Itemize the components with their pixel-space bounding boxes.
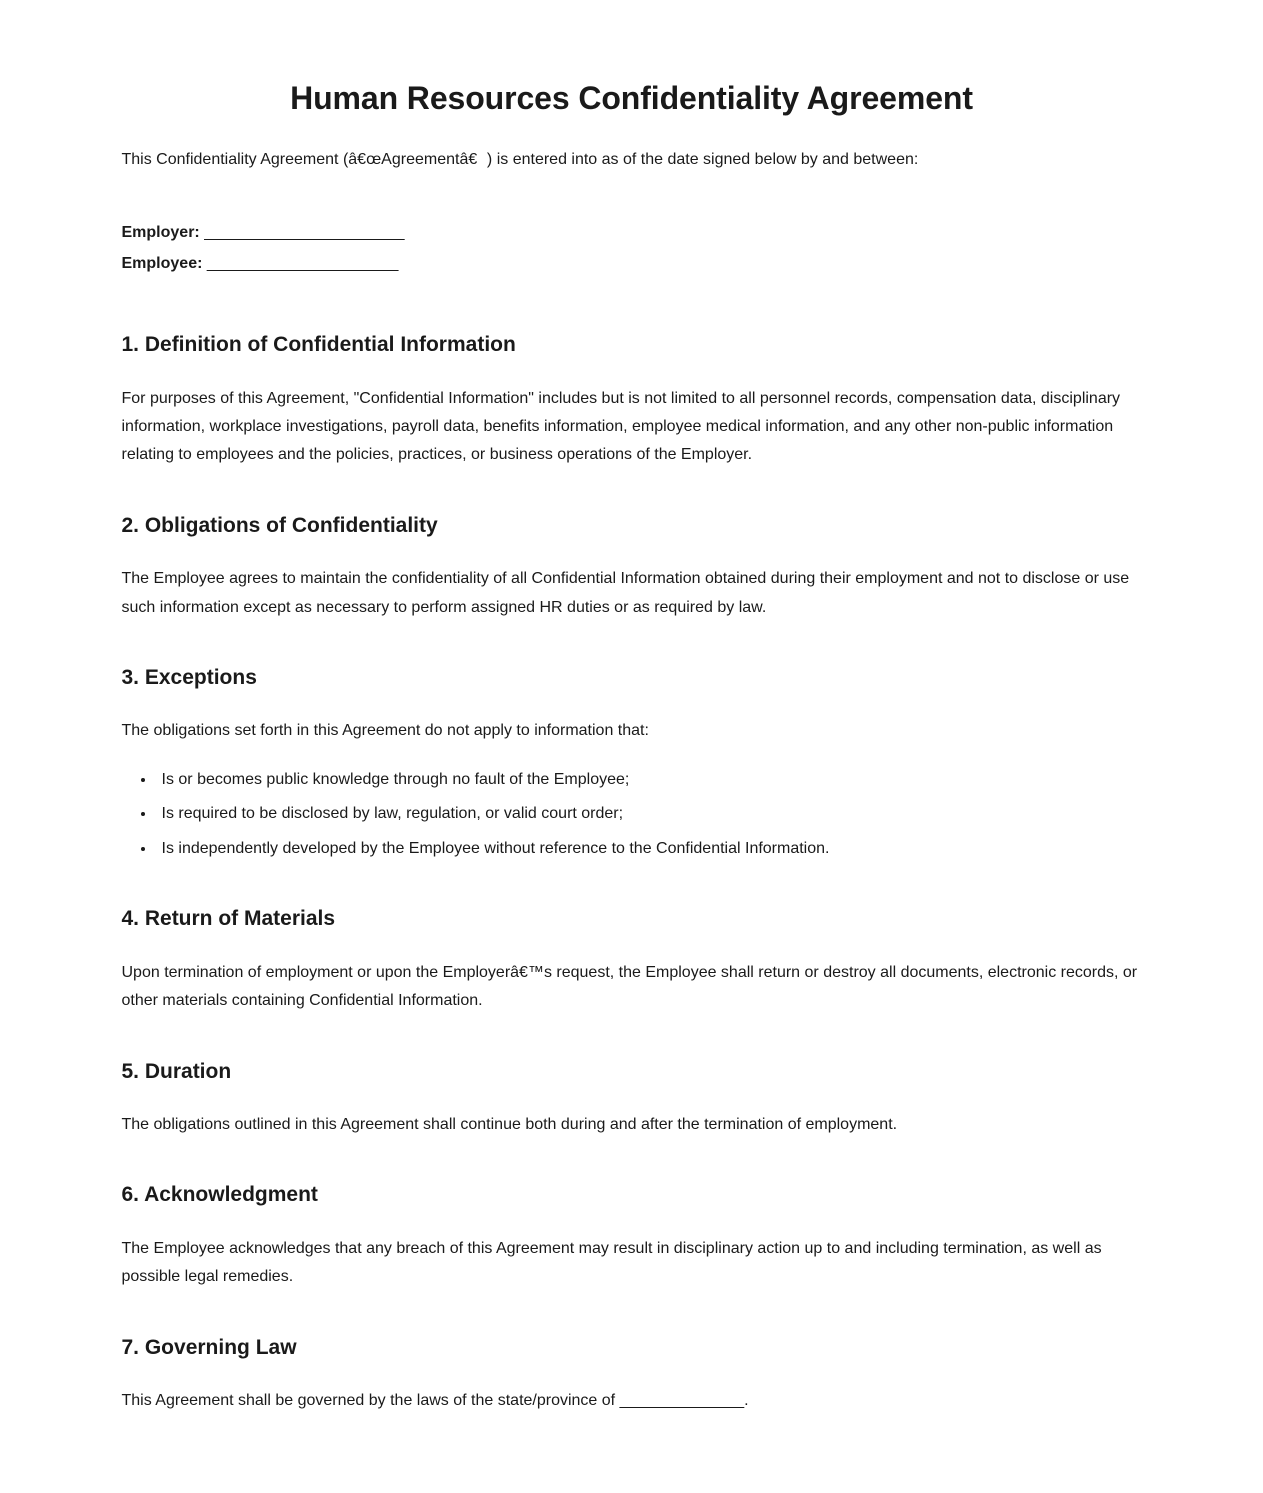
section-heading: 4. Return of Materials [121, 907, 336, 931]
employer-label: Employer: [121, 224, 200, 242]
section-heading: 1. Definition of Confidential Information [121, 333, 516, 357]
section-body: The obligations outlined in this Agreement shall continue both during and after the termination of employment. [121, 1115, 898, 1133]
employer-blank-field[interactable]: _______________________ [204, 224, 405, 242]
employer-line [122, 218, 1142, 248]
section-heading: 2. Obligations of Confidentiality [121, 513, 438, 537]
section-body: The obligations set forth in this Agreement do not apply to information that: [121, 722, 649, 740]
employee-label: Employee: [121, 254, 203, 272]
list-item: • Is or becomes public knowledge through no fault of the Employee; [156, 766, 1142, 794]
intro-paragraph: This Confidentiality Agreement (â€œAgreementâ€) is entered into as of the date signed below by and between: [121, 151, 919, 168]
page-title: Human Resources Confidentiality Agreement [290, 80, 973, 116]
section-acknowledgment [122, 1181, 1142, 1291]
employee-blank-field[interactable]: ______________________ [206, 254, 399, 272]
section-return-of-materials [122, 905, 1142, 1015]
section-obligations [122, 512, 1142, 622]
section-heading: 7. Governing Law [121, 1335, 297, 1359]
document-page [122, 0, 1142, 1415]
exceptions-list [122, 766, 1142, 863]
list-item: • Is required to be disclosed by law, regulation, or valid court order; [156, 800, 1142, 828]
section-definition [122, 331, 1142, 470]
section-body: For purposes of this Agreement, "Confidential Information" includes but is not limited to all personnel records, compensation data, disciplinary information, workplace investigations, payroll data, benefits information, employee medical information, and any other non-public information relating to employees and the policies, practices, or business operations of the Employer. [121, 389, 1121, 464]
section-duration [122, 1058, 1142, 1140]
section-heading: 5. Duration [121, 1059, 232, 1083]
section-heading: 6. Acknowledgment [121, 1183, 318, 1207]
list-item: • Is independently developed by the Employee without reference to the Confidential Information. [156, 835, 1142, 863]
party-fields [122, 218, 1142, 279]
section-governing-law [122, 1334, 1142, 1416]
section-body: The Employee acknowledges that any breach of this Agreement may result in disciplinary action up to and including termination, as well as possible legal remedies. [121, 1239, 1102, 1286]
section-body: The Employee agrees to maintain the confidentiality of all Confidential Information obtained during their employment and not to disclose or use such information except as necessary to perform assigned HR duties or as required by law. [121, 570, 1130, 616]
section-heading: 3. Exceptions [121, 666, 257, 690]
employee-line [122, 249, 1142, 279]
section-body: Upon termination of employment or upon the Employerâ€™s request, the Employee shall return or destroy all documents, electronic records, or other materials containing Confidential Information. [121, 963, 1138, 1010]
section-body: This Agreement shall be governed by the laws of the state/province of ______________. [121, 1391, 749, 1409]
section-exceptions [122, 664, 1142, 863]
